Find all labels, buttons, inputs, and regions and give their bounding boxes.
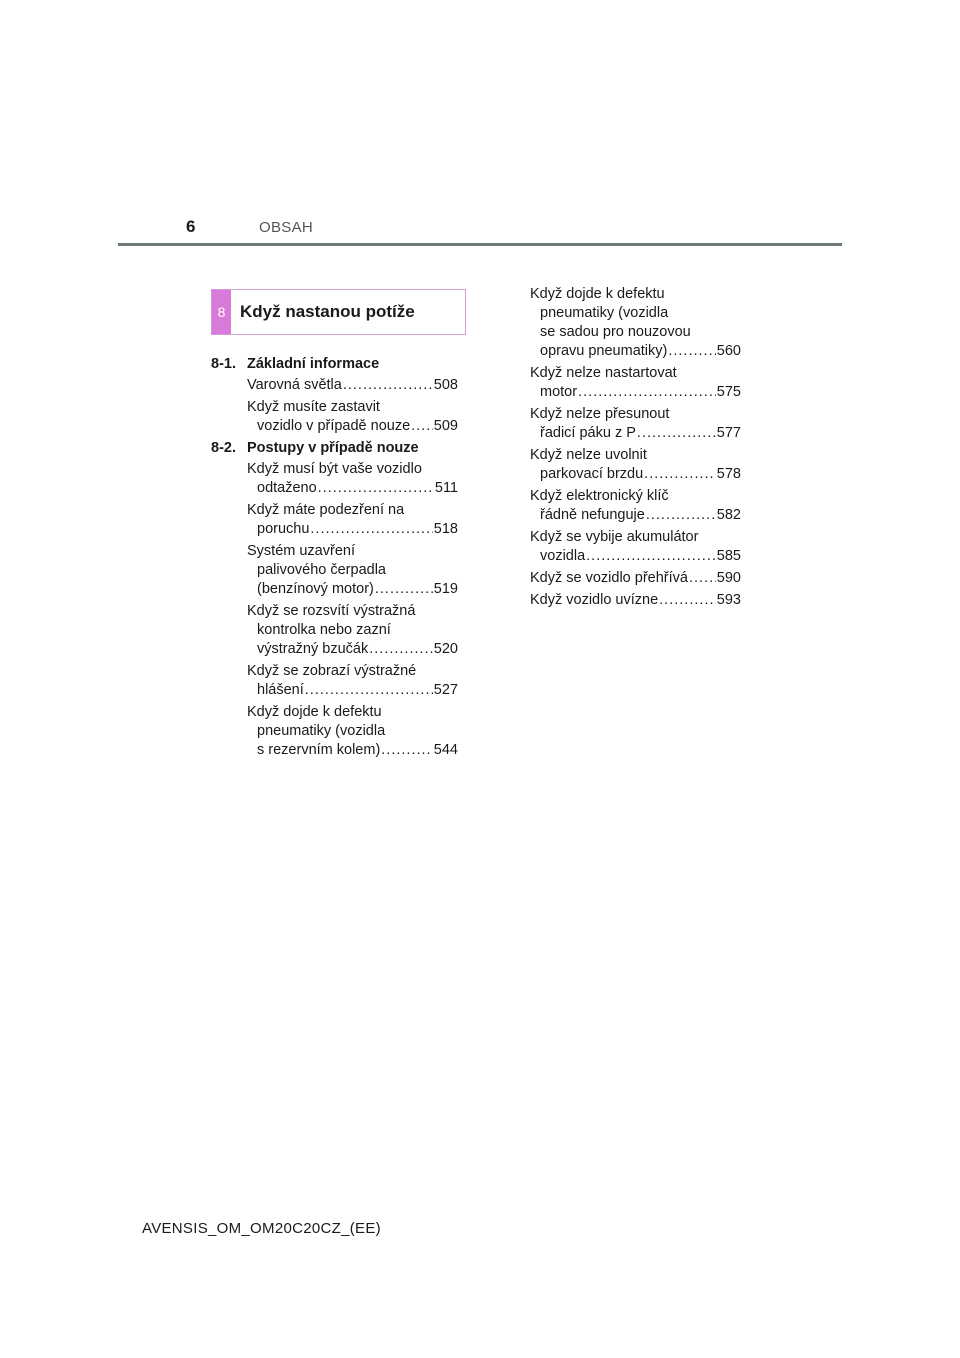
- toc-entry-line: Když nelze uvolnit: [530, 447, 647, 463]
- toc-page-number: 593: [716, 592, 741, 608]
- dot-leader: [689, 569, 716, 588]
- toc-entry-line: palivového čerpadla: [257, 562, 386, 578]
- dot-leader: [310, 520, 432, 539]
- toc-entry-line: Když nelze přesunout: [530, 406, 670, 422]
- dot-leader: [375, 580, 433, 599]
- chapter-heading: [211, 289, 466, 335]
- dot-leader: [646, 506, 716, 525]
- document-code: AVENSIS_OM_OM20C20CZ_(EE): [142, 1220, 381, 1237]
- section-title: Základní informace: [247, 356, 380, 372]
- toc-page-number: 509: [433, 418, 458, 434]
- toc-entry-final-line: [530, 465, 741, 484]
- toc-entry-line: Když vozidlo uvízne: [530, 592, 659, 608]
- section-title: Postupy v případě nouze: [247, 440, 419, 456]
- toc-entry-line: motor: [540, 384, 578, 400]
- toc-entry-line: kontrolka nebo zazní: [257, 622, 391, 638]
- toc-page-number: 560: [716, 343, 741, 359]
- toc-entry-line: Když nelze nastartovat: [530, 365, 677, 381]
- toc-entry-final-line: [530, 383, 741, 402]
- toc-entry-line: s rezervním kolem): [257, 742, 381, 758]
- toc-entry[interactable]: [530, 569, 741, 588]
- toc-page-number: 518: [433, 521, 458, 537]
- toc-page-number: 577: [716, 425, 741, 441]
- toc-entry-line: parkovací brzdu: [540, 466, 644, 482]
- toc-entry-line: Když dojde k defektu: [247, 704, 382, 720]
- toc-entry-final-line: [530, 591, 741, 610]
- toc-entry[interactable]: [247, 602, 458, 659]
- toc-entry-final-line: [247, 681, 458, 700]
- dot-leader: [411, 417, 433, 436]
- toc-entry-line: Když musí být vaše vozidlo: [247, 461, 422, 477]
- toc-entry[interactable]: [247, 542, 458, 599]
- toc-entry-final-line: [247, 580, 458, 599]
- toc-entry-line: pneumatiky (vozidla: [540, 305, 669, 321]
- toc-entry-line: Když elektronický klíč: [530, 488, 669, 504]
- toc-entry-line: odtaženo: [257, 480, 317, 496]
- toc-page-number: 590: [716, 570, 741, 586]
- dot-leader: [637, 424, 716, 443]
- toc-entry-line: Když se rozsvítí výstražná: [247, 603, 416, 619]
- dot-leader: [369, 640, 433, 659]
- toc-entry-final-line: [530, 342, 741, 361]
- dot-leader: [586, 547, 716, 566]
- toc-entry-line: Systém uzavření: [247, 543, 355, 559]
- toc-right-column: [530, 285, 741, 613]
- page-header-title: OBSAH: [259, 219, 314, 236]
- chapter-title: Když nastanou potíže: [240, 302, 415, 321]
- toc-entry[interactable]: [247, 376, 458, 395]
- toc-entry[interactable]: [247, 460, 458, 498]
- toc-entry-line: řadicí páku z P: [540, 425, 636, 441]
- toc-entry[interactable]: [247, 398, 458, 436]
- toc-page-number: 520: [433, 641, 458, 657]
- toc-entry-line: Když musíte zastavit: [247, 399, 380, 415]
- toc-page-number: 575: [716, 384, 741, 400]
- toc-entry-final-line: [247, 520, 458, 539]
- section-number: 8-2.: [211, 440, 236, 456]
- toc-entry-line: Když dojde k defektu: [530, 286, 665, 302]
- dot-leader: [381, 741, 433, 760]
- toc-entry-line: hlášení: [257, 682, 304, 698]
- dot-leader: [668, 342, 715, 361]
- toc-entry-line: vozidlo v případě nouze: [257, 418, 411, 434]
- toc-entry[interactable]: [530, 528, 741, 566]
- toc-page-number: 585: [716, 548, 741, 564]
- toc-entry-final-line: [247, 479, 458, 498]
- header-divider: [118, 243, 842, 246]
- toc-entry-line: se sadou pro nouzovou: [540, 324, 691, 340]
- dot-leader: [318, 479, 434, 498]
- toc-entry-line: poruchu: [257, 521, 310, 537]
- toc-entry-line: Když se vozidlo přehřívá: [530, 570, 688, 586]
- toc-entry-line: vozidla: [540, 548, 586, 564]
- dot-leader: [578, 383, 716, 402]
- toc-entry-line: Varovná světla: [247, 377, 342, 393]
- toc-page-number: 511: [434, 480, 458, 496]
- toc-entry-line: Když se vybije akumulátor: [530, 529, 699, 545]
- toc-entry-line: výstražný bzučák: [257, 641, 369, 657]
- toc-section-heading[interactable]: [211, 439, 458, 458]
- toc-entry-final-line: [247, 741, 458, 760]
- toc-entry-final-line: [530, 506, 741, 525]
- toc-entry-final-line: [247, 376, 458, 395]
- dot-leader: [343, 376, 433, 395]
- toc-entry-final-line: [247, 417, 458, 436]
- toc-entry[interactable]: [247, 501, 458, 539]
- toc-entry-line: řádně nefunguje: [540, 507, 645, 523]
- toc-entry-final-line: [530, 424, 741, 443]
- toc-page-number: 582: [716, 507, 741, 523]
- toc-entry-final-line: [530, 547, 741, 566]
- toc-page-number: 578: [716, 466, 741, 482]
- toc-page-number: 519: [433, 581, 458, 597]
- toc-entry[interactable]: [530, 364, 741, 402]
- toc-entry[interactable]: [530, 446, 741, 484]
- toc-page-number: 544: [433, 742, 458, 758]
- toc-entry-line: Když máte podezření na: [247, 502, 405, 518]
- toc-page-number: 508: [433, 377, 458, 393]
- dot-leader: [659, 591, 716, 610]
- toc-entry-line: opravu pneumatiky): [540, 343, 668, 359]
- toc-page-number: 527: [433, 682, 458, 698]
- dot-leader: [644, 465, 716, 484]
- toc-entry-line: (benzínový motor): [257, 581, 374, 597]
- toc-entry[interactable]: [247, 662, 458, 700]
- toc-entry[interactable]: [247, 703, 458, 760]
- toc-entry-final-line: [530, 569, 741, 588]
- toc-entry[interactable]: [530, 487, 741, 525]
- section-number: 8-1.: [211, 356, 236, 372]
- toc-entry[interactable]: [530, 285, 741, 361]
- toc-entry[interactable]: [530, 591, 741, 610]
- toc-entry[interactable]: [530, 405, 741, 443]
- page-number: 6: [186, 217, 196, 236]
- chapter-number-tab: 8: [212, 290, 231, 334]
- toc-entry-final-line: [247, 640, 458, 659]
- toc-entry-line: Když se zobrazí výstražné: [247, 663, 417, 679]
- dot-leader: [305, 681, 433, 700]
- toc-section-heading[interactable]: [211, 355, 458, 374]
- toc-left-column: [211, 352, 458, 763]
- toc-entry-line: pneumatiky (vozidla: [257, 723, 386, 739]
